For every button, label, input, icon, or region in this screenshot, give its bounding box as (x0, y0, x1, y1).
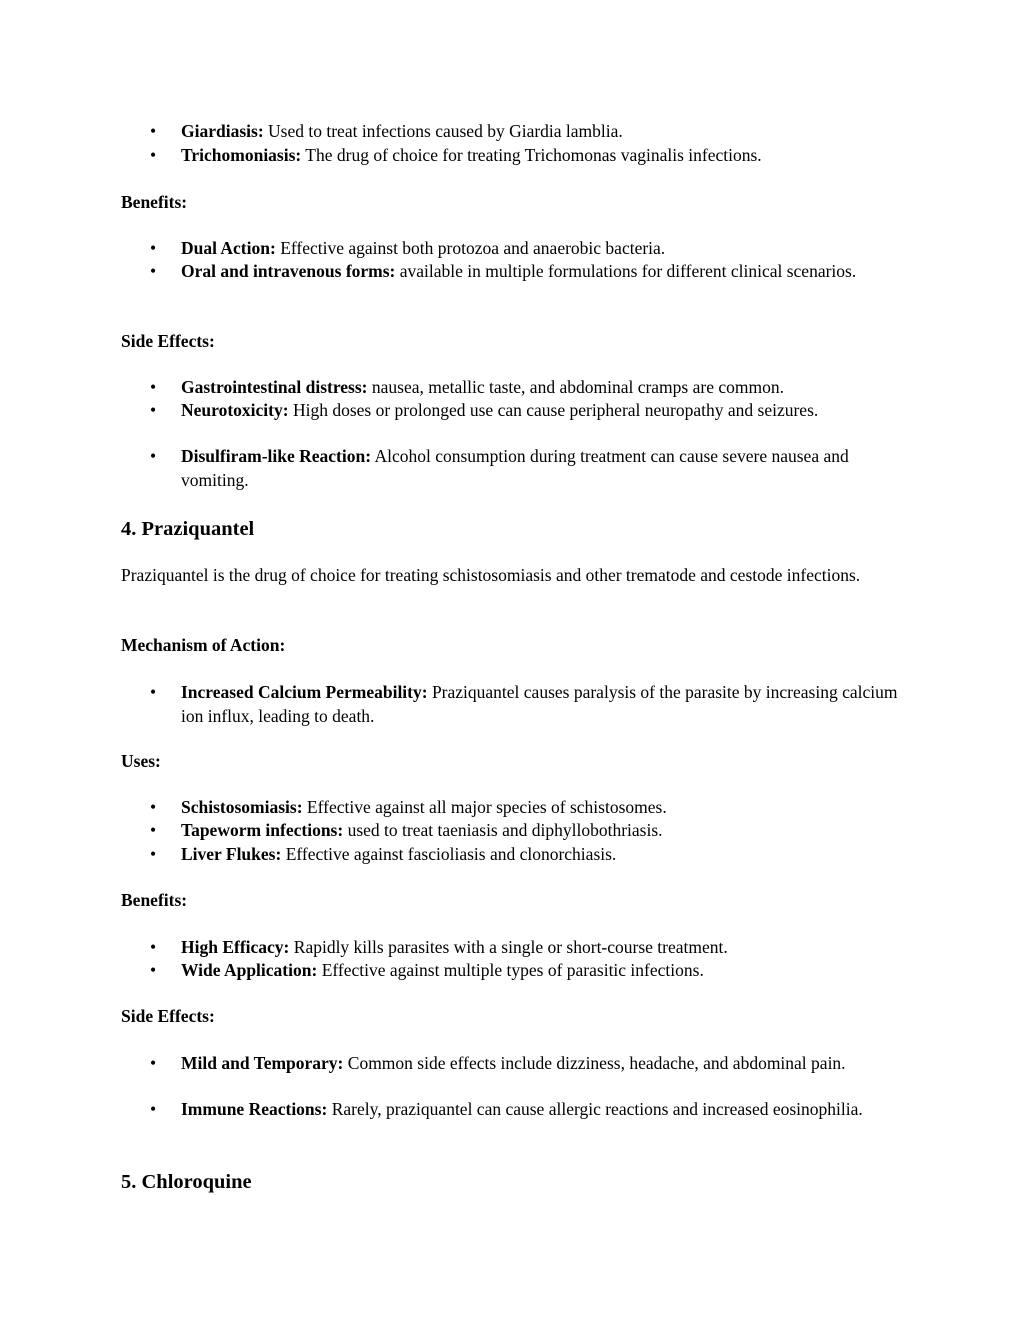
mechanism-heading: Mechanism of Action: (121, 635, 286, 655)
item-term: Immune Reactions: (181, 1099, 328, 1119)
item-text: Used to treat infections caused by Giardia lamblia. (263, 121, 623, 141)
list-item (150, 1098, 910, 1122)
item-text: nausea, metallic taste, and abdominal cramps are common. (367, 377, 784, 397)
bullet: • (150, 145, 157, 165)
item-term: Disulfiram-like Reaction: (181, 446, 372, 466)
list-item (150, 399, 910, 423)
benefits-heading: Benefits: (121, 890, 188, 910)
bullet: • (150, 844, 157, 864)
side-effects-heading: Side Effects: (121, 331, 215, 351)
list-item (150, 237, 910, 261)
item-text: Effective against all major species of schistosomes. (302, 797, 667, 817)
section-heading: 5. Chloroquine (121, 1171, 252, 1193)
item-term: Tapeworm infections: (181, 820, 344, 840)
list-item (150, 445, 910, 492)
side-effects-heading: Side Effects: (121, 1006, 215, 1026)
list-item (150, 144, 910, 168)
bullet: • (150, 1053, 157, 1073)
bullet: • (150, 820, 157, 840)
benefits-heading: Benefits: (121, 192, 188, 212)
list-item (150, 376, 910, 400)
item-text: Effective against multiple types of parasitic infections. (317, 960, 704, 980)
item-term: Gastrointestinal distress: (181, 377, 368, 397)
bullet: • (150, 937, 157, 957)
item-term: Dual Action: (181, 238, 276, 258)
list-item (150, 120, 910, 144)
item-text: available in multiple formulations for different clinical scenarios. (395, 261, 857, 281)
item-text: Praziquantel causes paralysis of the parasite by increasing calcium ion influx, leading to death. (181, 682, 898, 726)
list-item (150, 796, 910, 820)
list-item (150, 843, 910, 867)
bullet: • (150, 960, 157, 980)
item-text: Effective against both protozoa and anaerobic bacteria. (275, 238, 666, 258)
bullet: • (150, 446, 157, 466)
list-item (150, 936, 910, 960)
item-term: Liver Flukes: (181, 844, 282, 864)
item-term: Wide Application: (181, 960, 318, 980)
item-term: Trichomoniasis: (181, 145, 302, 165)
item-term: Oral and intravenous forms: (181, 261, 396, 281)
bullet: • (150, 238, 157, 258)
item-text: Rarely, praziquantel can cause allergic reactions and increased eosinophilia. (327, 1099, 863, 1119)
item-text: Effective against fascioliasis and clonorchiasis. (281, 844, 617, 864)
item-term: Increased Calcium Permeability: (181, 682, 428, 702)
list-item (150, 260, 910, 284)
bullet: • (150, 121, 157, 141)
item-term: Schistosomiasis: (181, 797, 303, 817)
uses-heading: Uses: (121, 751, 161, 771)
bullet: • (150, 400, 157, 420)
item-text: Common side effects include dizziness, headache, and abdominal pain. (343, 1053, 846, 1073)
section-heading: 4. Praziquantel (121, 518, 255, 540)
item-term: Giardiasis: (181, 121, 264, 141)
list-item (150, 819, 910, 843)
intro-paragraph: Praziquantel is the drug of choice for treating schistosomiasis and other trematode and cestode infections. (121, 565, 861, 585)
list-item (150, 959, 910, 983)
item-text: Rapidly kills parasites with a single or short-course treatment. (289, 937, 728, 957)
item-text: Alcohol consumption during treatment can cause severe nausea and vomiting. (181, 446, 849, 490)
item-text: used to treat taeniasis and diphyllobothriasis. (343, 820, 663, 840)
item-term: Mild and Temporary: (181, 1053, 344, 1073)
item-term: High Efficacy: (181, 937, 290, 957)
bullet: • (150, 797, 157, 817)
list-item (150, 1052, 910, 1076)
item-text: High doses or prolonged use can cause peripheral neuropathy and seizures. (288, 400, 819, 420)
bullet: • (150, 261, 157, 281)
list-item (150, 681, 910, 728)
bullet: • (150, 682, 157, 702)
item-term: Neurotoxicity: (181, 400, 289, 420)
item-text: The drug of choice for treating Trichomonas vaginalis infections. (301, 145, 762, 165)
bullet: • (150, 377, 157, 397)
bullet: • (150, 1099, 157, 1119)
